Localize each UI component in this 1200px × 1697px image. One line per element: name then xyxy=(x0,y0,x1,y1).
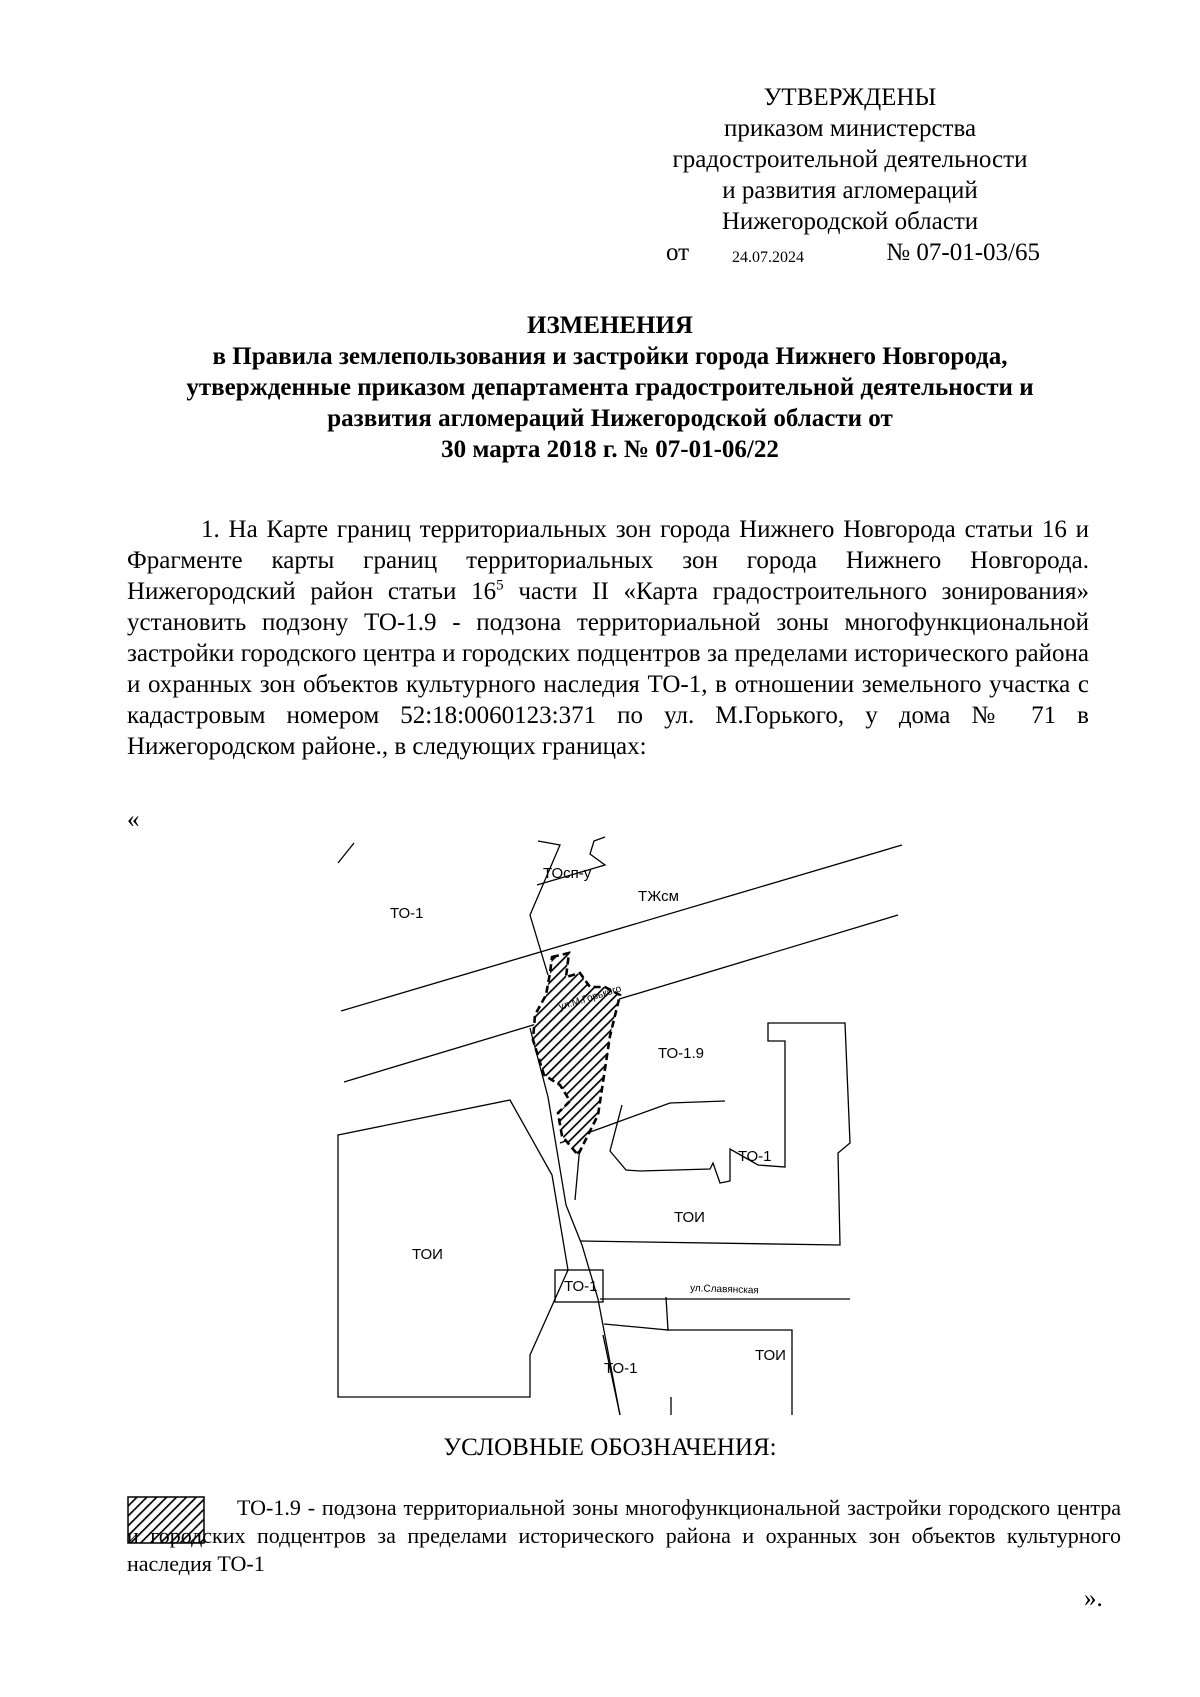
boundary-line xyxy=(604,1297,668,1330)
approval-line: градостроительной деятельности xyxy=(672,146,1028,173)
zoning-map xyxy=(330,815,910,1415)
boundary-line xyxy=(580,1023,850,1245)
approval-heading: УТВЕРЖДЕНЫ xyxy=(763,84,937,111)
road-edge xyxy=(344,915,898,1082)
body-paragraph xyxy=(127,514,1089,762)
boundary-line xyxy=(338,843,354,863)
document-title xyxy=(110,310,1110,465)
legend-description: ТО-1.9 - подзона территориальной зоны многофункциональной застройки городского центра и городских подцентров за пределами исторического района и охранных зон объектов культурного наследия ТО-1 xyxy=(127,1495,1121,1576)
boundary-line xyxy=(666,1330,792,1415)
zone-label-to1-9: ТО-1.9 xyxy=(658,1045,705,1062)
zone-label-to1: ТО-1 xyxy=(604,1360,638,1377)
paragraph-part-2: части II «Карта градостроительного зонирования» установить подзону ТО-1.9 - подзона территориальной зоны многофункциональной застройки городского центра и городских подцентров за пределами исторического района и охранных зон объектов культурного наследия ТО-1, в отношении земельного участка с кадастровым номером 52:18:0060123:371 по ул. М.Горького, у дома № 71 в Нижегородском районе., в следующих границах: xyxy=(127,578,1089,760)
zone-label-tosp-u: ТОсп-у xyxy=(543,865,592,882)
zone-label-to1: ТО-1 xyxy=(738,1148,772,1165)
title-line: утвержденные приказом департамента градостроительной деятельности и xyxy=(186,374,1034,401)
approval-line: и развития агломераций xyxy=(722,177,978,204)
approval-number: № 07-01-03/65 xyxy=(886,239,1040,266)
to-1-9-parcel xyxy=(533,953,620,1155)
superscript: 5 xyxy=(496,577,504,594)
title-main: ИЗМЕНЕНИЯ xyxy=(527,312,693,339)
approval-line: Нижегородской области xyxy=(721,208,979,235)
approval-stamp xyxy=(640,82,1060,268)
from-label: от xyxy=(666,239,690,266)
approval-date-line xyxy=(640,237,1060,268)
title-line: 30 марта 2018 г. № 07-01-06/22 xyxy=(441,436,779,463)
street-label-gorky: ул.М.Горького xyxy=(557,983,623,1013)
zone-label-toi: ТОИ xyxy=(674,1209,705,1226)
approval-date: 24.07.2024 xyxy=(732,249,804,266)
title-line: в Правила землепользования и застройки города Нижнего Новгорода, xyxy=(212,343,1008,370)
approval-line: приказом министерства xyxy=(723,115,977,142)
street-label-slavyanskaya: ул.Славянская xyxy=(689,1283,759,1297)
zone-label-toi: ТОИ xyxy=(755,1347,786,1364)
paragraph-part-1: 1. На Карте границ территориальных зон города Нижнего Новгорода статьи 16 и Фрагменте карты границ территориальных зон города Нижнего Новгорода. Нижегородский район статьи 16 xyxy=(127,516,1089,605)
boundary-line xyxy=(338,1100,568,1397)
legend-title: УСЛОВНЫЕ ОБОЗНАЧЕНИЯ: xyxy=(443,1434,777,1461)
title-line: развития агломераций Нижегородской области от xyxy=(327,405,893,432)
zone-label-to1: ТО-1 xyxy=(390,905,424,922)
closing-quote: ». xyxy=(1084,1585,1103,1612)
zone-label-to1-boxed: ТО-1 xyxy=(564,1278,598,1295)
road-edge xyxy=(341,845,902,1011)
opening-quote: « xyxy=(127,806,140,833)
zone-label-toi: ТОИ xyxy=(412,1246,443,1263)
zone-label-tzhsm: ТЖсм xyxy=(638,888,679,905)
